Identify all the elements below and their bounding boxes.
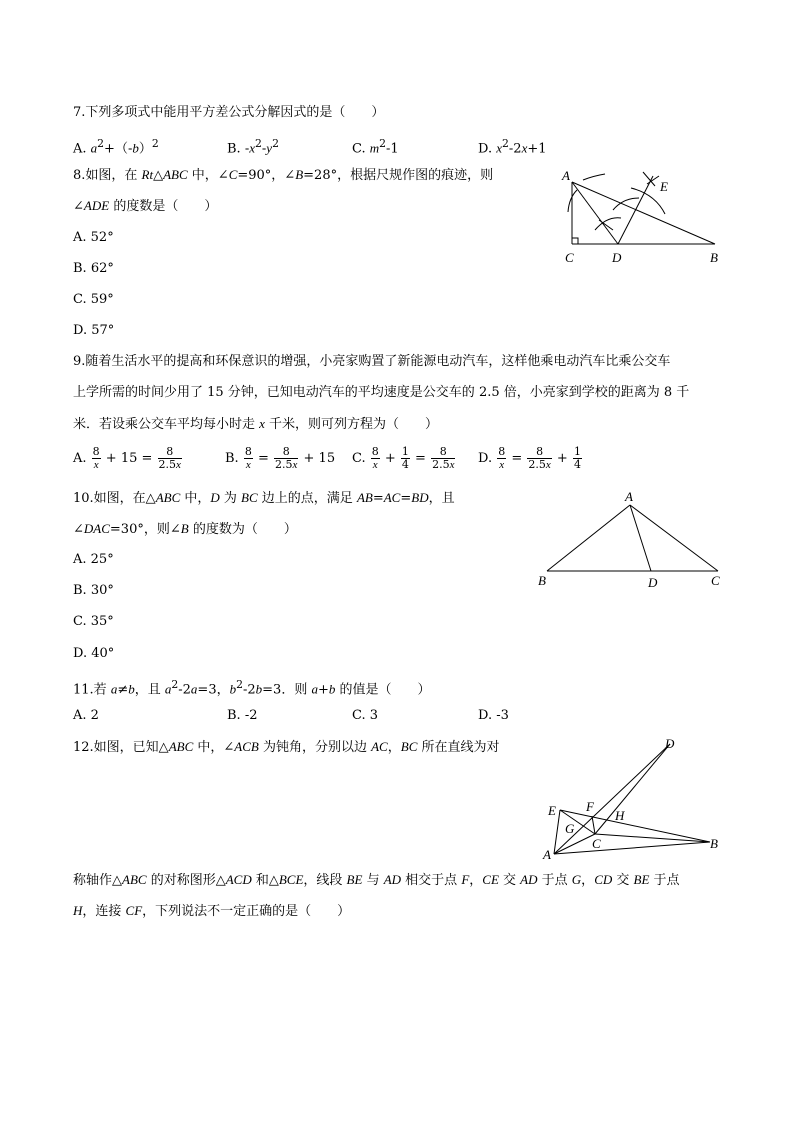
- q8-option-b: B. 62°: [73, 261, 114, 276]
- q10-option-b: B. 30°: [73, 583, 114, 598]
- q11-stem: 11.若 a≠b，且 $a^2-2a=3$，$b^2-2b=3$．则 a+b 的值是（ ）: [73, 678, 431, 698]
- q10-figure: [540, 500, 730, 578]
- q11-option-d: D. -3: [478, 708, 509, 723]
- q12-stem-line3: H，连接 CF，下列说法不一定正确的是（ ）: [73, 903, 351, 919]
- q12-label-h: H: [615, 808, 625, 823]
- q8-label-e: E: [660, 179, 668, 194]
- q9-option-c: C. $\frac{8}{x}$ + $\frac{1}{4}$ = $\frac{8}{2.5x}$: [352, 445, 455, 471]
- q12-label-g: G: [565, 821, 575, 836]
- q12-stem-line1: 12.如图，已知△ABC 中，∠ACB 为钝角，分别以边 AC，BC 所在直线为对: [73, 739, 500, 755]
- q8-label-a: A: [562, 168, 570, 183]
- q12-figure: [540, 736, 720, 861]
- q10-label-a: A: [625, 489, 633, 504]
- q7-stem: 7.下列多项式中能用平方差公式分解因式的是（ ）: [73, 105, 385, 120]
- q8-stem-line2: ∠ADE 的度数是（ ）: [73, 198, 218, 214]
- q7-option-d: D. $x^2-2x+1$: [478, 137, 547, 157]
- q9-option-b: B. $\frac{8}{x}$ = $\frac{8}{2.5x}$ + 15: [225, 445, 336, 471]
- q12-label-f: F: [586, 799, 594, 814]
- q9-option-a: A. $\frac{8}{x}$ + 15 = $\frac{8}{2.5x}$: [73, 445, 181, 471]
- q12-label-d: D: [665, 736, 675, 751]
- q7-option-a: A. $a^2+(-b)^2$: [73, 137, 159, 157]
- q8-label-d: D: [612, 250, 622, 265]
- q12-label-a: A: [543, 847, 551, 862]
- q8-label-b: B: [710, 250, 718, 265]
- q12-label-c: C: [592, 836, 601, 851]
- q11-option-a: A. 2: [73, 708, 99, 723]
- q9-stem-line1: 9.随着生活水平的提高和环保意识的增强，小亮家购置了新能源电动汽车，这样他乘电动汽车比乘公交车: [73, 354, 671, 369]
- q9-stem-line3: 米．若设乘公交车平均每小时走 x 千米，则可列方程为（ ）: [73, 416, 439, 432]
- q12-label-e: E: [548, 803, 556, 818]
- q10-stem-line1: 10.如图，在△ABC 中，D 为 BC 边上的点，满足 AB=AC=BD，且: [73, 490, 455, 506]
- q10-label-b: B: [538, 573, 546, 588]
- q9-option-d: D. $\frac{8}{x}$ = $\frac{8}{2.5x}$ + $\frac{1}{4}$: [478, 445, 581, 471]
- q10-option-a: A. 25°: [73, 552, 114, 567]
- q10-option-c: C. 35°: [73, 614, 114, 629]
- q12-label-b: B: [710, 836, 718, 851]
- q8-option-a: A. 52°: [73, 230, 114, 245]
- q7-option-c: C. $m^2-1$: [352, 137, 399, 157]
- q10-label-d: D: [648, 575, 658, 590]
- q8-label-c: C: [565, 250, 574, 265]
- q10-stem-line2: ∠DAC=30°，则∠B 的度数为（ ）: [73, 521, 297, 537]
- q11-option-b: B. -2: [227, 708, 258, 723]
- q10-label-c: C: [711, 573, 720, 588]
- q8-stem-line1: 8.如图，在 Rt△ABC 中，∠C=90°，∠B=28°，根据尺规作图的痕迹，则: [73, 167, 494, 183]
- q8-option-d: D. 57°: [73, 323, 115, 338]
- q12-stem-line2: 称轴作△ABC 的对称图形△ACD 和△BCE，线段 BE 与 AD 相交于点 F，CE 交 AD 于点 G，CD 交 BE 于点: [73, 872, 680, 888]
- q8-figure: [555, 162, 735, 270]
- q10-option-d: D. 40°: [73, 646, 115, 661]
- q9-stem-line2: 上学所需的时间少用了 15 分钟，已知电动汽车的平均速度是公交车的 2.5 倍，小亮家到学校的距离为 8 千: [73, 385, 690, 400]
- q7-option-b: B. $-x^2-y^2$: [227, 137, 279, 157]
- q11-option-c: C. 3: [352, 708, 379, 723]
- q8-option-c: C. 59°: [73, 292, 114, 307]
